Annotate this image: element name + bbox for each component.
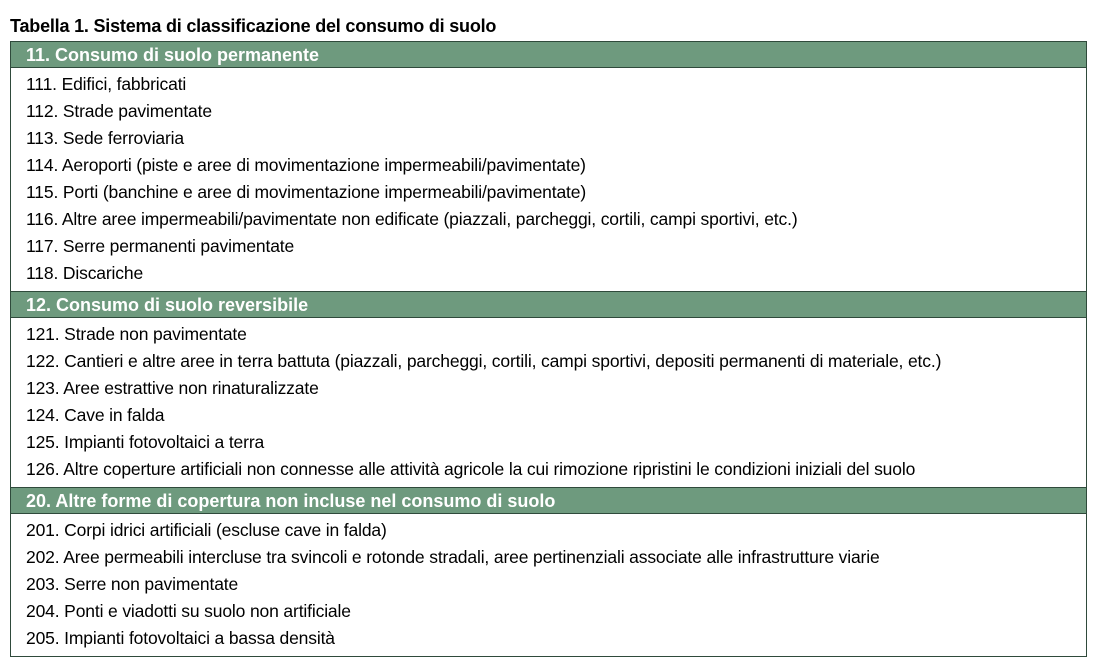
list-item: 122. Cantieri e altre aree in terra battuta (piazzali, parcheggi, cortili, campi sportivi, depositi permanenti di materiale, etc.) — [26, 351, 942, 371]
section-header-permanent: 11. Consumo di suolo permanente — [11, 42, 1086, 68]
list-item: 121. Strade non pavimentate — [26, 324, 247, 344]
list-item: 116. Altre aree impermeabili/pavimentate non edificate (piazzali, parcheggi, cortili, campi sportivi, etc.) — [26, 209, 798, 229]
list-item: 113. Sede ferroviaria — [26, 128, 185, 148]
list-item: 205. Impianti fotovoltaici a bassa densità — [26, 628, 335, 648]
list-item: 201. Corpi idrici artificiali (escluse cave in falda) — [26, 520, 387, 540]
list-item: 204. Ponti e viadotti su suolo non artificiale — [26, 601, 351, 621]
list-item: 117. Serre permanenti pavimentate — [26, 236, 295, 256]
list-item: 115. Porti (banchine e aree di movimentazione impermeabili/pavimentate) — [26, 182, 587, 202]
classification-table — [10, 41, 1087, 657]
table-caption: Tabella 1. Sistema di classificazione del consumo di suolo — [10, 16, 497, 36]
list-item: 112. Strade pavimentate — [26, 101, 212, 121]
section-header-other-coverage: 20. Altre forme di copertura non incluse nel consumo di suolo — [11, 488, 1086, 514]
list-item: 114. Aeroporti (piste e aree di movimentazione impermeabili/pavimentate) — [26, 155, 586, 175]
list-item: 124. Cave in falda — [26, 405, 165, 425]
list-item: 202. Aree permeabili intercluse tra svincoli e rotonde stradali, aree pertinenziali associate alle infrastrutture viarie — [26, 547, 880, 567]
section-header-reversible: 12. Consumo di suolo reversibile — [11, 292, 1086, 318]
list-item: 123. Aree estrattive non rinaturalizzate — [26, 378, 319, 398]
section-body-reversible — [11, 318, 1086, 488]
list-item: 125. Impianti fotovoltaici a terra — [26, 432, 265, 452]
list-item: 126. Altre coperture artificiali non connesse alle attività agricole la cui rimozione ripristini le condizioni iniziali del suolo — [26, 459, 916, 479]
list-item: 111. Edifici, fabbricati — [26, 74, 187, 94]
section-body-other-coverage — [11, 514, 1086, 656]
list-item: 118. Discariche — [26, 263, 144, 283]
list-item: 203. Serre non pavimentate — [26, 574, 239, 594]
section-body-permanent — [11, 68, 1086, 292]
